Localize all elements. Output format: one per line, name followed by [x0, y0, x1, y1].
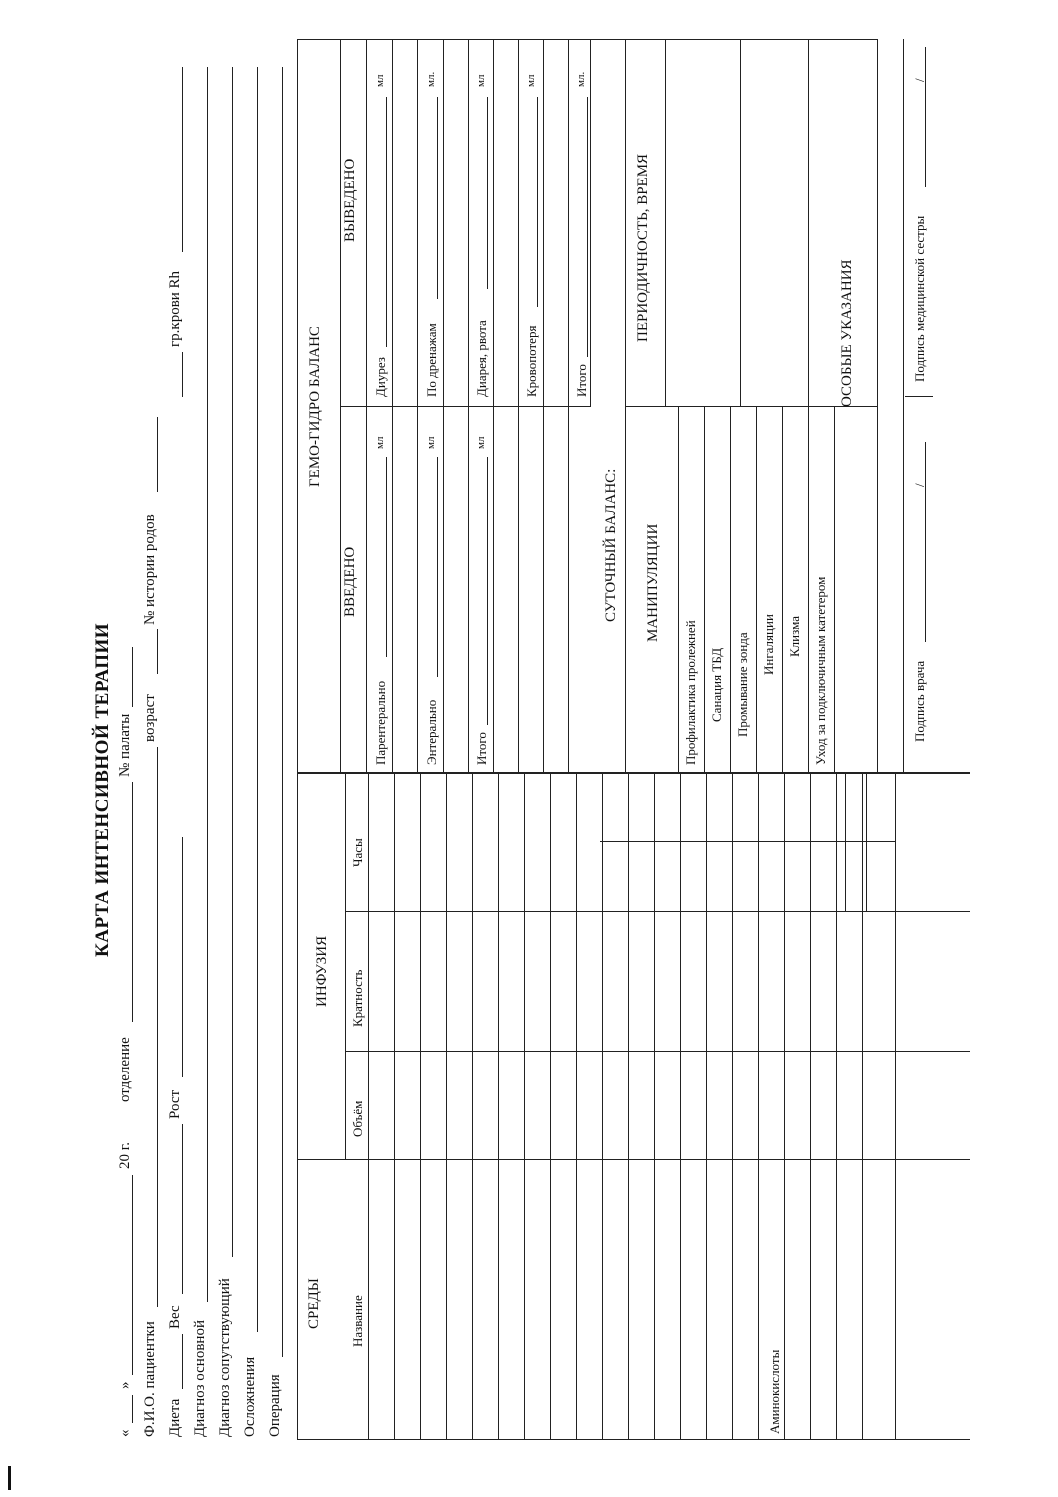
diagnosis-main-label: Диагноз основной [192, 1320, 208, 1437]
right-table-bottom-line [903, 39, 904, 773]
date-quote-close: » [117, 1381, 133, 1389]
balance-out-row-line [392, 39, 393, 407]
balance-out-row-line [518, 39, 519, 407]
drainage-label: По дренажам [424, 323, 439, 397]
left-table-top-border [297, 773, 298, 1440]
doctor-signature-slash: / [912, 483, 927, 487]
enteral-line[interactable] [437, 457, 438, 677]
doctor-signature-label: Подпись врача [912, 660, 927, 742]
amino-acids-label: Аминокислоты [767, 1349, 782, 1434]
diagnosis-concomitant-line[interactable] [232, 67, 233, 1257]
manipulation-row-line [756, 407, 757, 773]
birth-history-line[interactable] [157, 417, 158, 492]
drainage-unit: мл. [425, 71, 437, 87]
weight-line[interactable] [182, 1124, 183, 1294]
nurse-signature-line[interactable] [925, 47, 926, 187]
left-table-row-line [732, 773, 733, 1440]
balance-out-row-line [568, 39, 569, 407]
manipulation-item: Профилактика пролежней [683, 620, 698, 765]
right-table-left-border [297, 772, 970, 773]
birth-history-label: № истории родов [142, 514, 158, 625]
ward-no-label: № палаты [117, 713, 133, 777]
manipulation-row-line [834, 407, 835, 773]
left-table-row-line [576, 773, 577, 1440]
periodicity-row-line [808, 39, 809, 407]
balance-row-line [468, 407, 469, 773]
nurse-signature-slash: / [912, 78, 927, 82]
enteral-unit: мл [425, 436, 437, 449]
balance-row-line [392, 407, 393, 773]
department-label: отделение [117, 1037, 133, 1102]
date-day-line[interactable] [132, 1395, 133, 1423]
diarrhea-vomit-unit: мл [475, 74, 487, 87]
diarrhea-vomit-label: Диарея, рвота [474, 320, 489, 397]
balance-row-line [518, 407, 519, 773]
operation-line[interactable] [282, 67, 283, 1357]
patient-name-line[interactable] [157, 747, 158, 1307]
blood-group-label: гр.крови Rh [167, 270, 183, 347]
manipulation-item: Уход за подключичным катетером [813, 576, 828, 765]
diagnosis-main-line[interactable] [207, 67, 208, 1302]
balance-out-row-line [590, 39, 591, 407]
balance-out-row-line [493, 39, 494, 407]
weight-label: Вес [167, 1305, 183, 1329]
balance-out-row-line [417, 39, 418, 407]
balance-row-line [568, 407, 569, 773]
infusion-header: ИНФУЗИЯ [314, 935, 330, 1007]
left-table-divider-frequency [345, 911, 970, 912]
media-header: СРЕДЫ [306, 1278, 322, 1329]
operation-label: Операция [267, 1374, 283, 1437]
out-total-line[interactable] [587, 97, 588, 357]
left-table-subgrid-line [866, 773, 867, 912]
left-table-header-bottom [368, 773, 369, 1440]
left-table-row-line [602, 773, 603, 1440]
special-instructions-bottom [877, 39, 878, 773]
frequency-column-header: Кратность [350, 969, 365, 1027]
left-table-row-line [862, 773, 863, 1440]
balance-row-line [543, 407, 544, 773]
left-table-row-line [446, 773, 447, 1440]
patient-name-label: Ф.И.О. пациентки [142, 1321, 158, 1437]
diet-label: Диета [167, 1398, 183, 1437]
balance-title: ГЕМО-ГИДРО БАЛАНС [307, 326, 323, 487]
manipulation-row-line [704, 407, 705, 773]
parenteral-label: Парентерально [373, 680, 388, 765]
balance-subtitle-line [366, 39, 367, 773]
left-table-row-line [654, 773, 655, 1440]
parenteral-unit: мл [374, 436, 386, 449]
diarrhea-vomit-line[interactable] [487, 97, 488, 289]
out-title: ВЫВЕДЕНО [342, 158, 358, 242]
balance-out-row-line [443, 39, 444, 407]
volume-column-header: Объём [350, 1100, 365, 1137]
doctor-signature-line[interactable] [925, 442, 926, 642]
ward-no-line[interactable] [132, 647, 133, 707]
in-total-line[interactable] [487, 457, 488, 725]
special-instructions-title: ОСОБЫЕ УКАЗАНИЯ [839, 259, 855, 407]
form-title: КАРТА ИНТЕНСИВНОЙ ТЕРАПИИ [92, 622, 113, 957]
diuresis-label: Диурез [373, 357, 388, 397]
manipulation-row-line [678, 407, 679, 773]
scan-edge-mark [8, 1466, 11, 1490]
diet-line[interactable] [182, 1334, 183, 1389]
left-table-row-line [628, 773, 629, 1440]
name-column-header: Название [350, 1295, 365, 1347]
left-table-left-border [297, 1439, 970, 1440]
left-table-row-line [784, 773, 785, 1440]
balance-row-line [443, 407, 444, 773]
manipulation-row-line [730, 407, 731, 773]
daily-balance-label: СУТОЧНЫЙ БАЛАНС: [603, 468, 619, 622]
date-quote-open: « [117, 1429, 133, 1437]
manipulation-item: Промывание зонда [735, 632, 750, 737]
diagnosis-concomitant-label: Диагноз сопутствующий [217, 1278, 233, 1437]
periodicity-top-line [665, 39, 666, 407]
in-title: ВВЕДЕНО [342, 546, 358, 617]
age-label: возраст [142, 694, 158, 742]
left-table-row-line [524, 773, 525, 1440]
left-table-row-line [680, 773, 681, 1440]
left-table-row-line [498, 773, 499, 1440]
blood-group-pre-line[interactable] [182, 352, 183, 397]
balance-row-line [417, 407, 418, 773]
manipulations-title: МАНИПУЛЯЦИИ [645, 523, 661, 642]
blood-loss-line[interactable] [537, 97, 538, 307]
right-table-top-border [297, 39, 298, 773]
balance-out-row-line [468, 39, 469, 407]
out-total-label: Итого [574, 364, 589, 397]
right-table-right-border [297, 39, 877, 40]
left-table-subgrid-line [845, 773, 846, 912]
blood-loss-label: Кровопотеря [524, 325, 539, 397]
manipulation-item: Санация ТБД [709, 647, 724, 722]
left-table-row-line [836, 773, 837, 1440]
enteral-label: Энтерально [424, 699, 439, 765]
complications-line[interactable] [257, 67, 258, 1332]
in-total-label: Итого [474, 732, 489, 765]
manipulation-item: Клизма [787, 616, 802, 657]
age-line[interactable] [157, 629, 158, 674]
left-table-tail-line [895, 773, 896, 1440]
height-line[interactable] [182, 837, 183, 1077]
left-table-row-line [550, 773, 551, 1440]
parenteral-line[interactable] [386, 457, 387, 657]
left-table-row-line [420, 773, 421, 1440]
height-label: Рост [167, 1089, 183, 1119]
left-table-right-border [297, 773, 970, 774]
balance-in-out-divider [340, 406, 590, 407]
periodicity-title: ПЕРИОДИЧНОСТЬ, ВРЕМЯ [635, 153, 651, 342]
complications-label: Осложнения [242, 1356, 258, 1437]
department-line[interactable] [132, 782, 133, 1022]
left-table-subgrid-divider [600, 841, 895, 842]
in-total-unit: мл [475, 436, 487, 449]
balance-out-row-line [543, 39, 544, 407]
left-table-divider-media [297, 1159, 970, 1160]
left-table-row-line [810, 773, 811, 1440]
signature-divider [905, 396, 933, 397]
drainage-line[interactable] [437, 97, 438, 299]
manipulation-item: Ингаляции [761, 614, 776, 675]
left-table-row-line [394, 773, 395, 1440]
date-month-line[interactable] [132, 1175, 133, 1375]
left-table-subheader-line [345, 773, 346, 1160]
left-table-row-line [758, 773, 759, 1440]
manipulation-row-line [782, 407, 783, 773]
balance-row-line [493, 407, 494, 773]
out-total-unit: мл. [575, 71, 587, 87]
manipulation-row-line [808, 407, 809, 773]
diuresis-unit: мл [374, 74, 386, 87]
nurse-signature-label: Подпись медицинской сестры [912, 215, 927, 382]
hours-column-header: Часы [350, 838, 365, 867]
left-table-divider-volume [345, 1051, 970, 1052]
diuresis-line[interactable] [386, 97, 387, 347]
left-table-row-line [472, 773, 473, 1440]
periodicity-row-line [740, 39, 741, 407]
blood-loss-unit: мл [525, 74, 537, 87]
date-year-label: 20 г. [117, 1142, 133, 1169]
left-table-row-line [706, 773, 707, 1440]
blood-group-line[interactable] [182, 67, 183, 252]
